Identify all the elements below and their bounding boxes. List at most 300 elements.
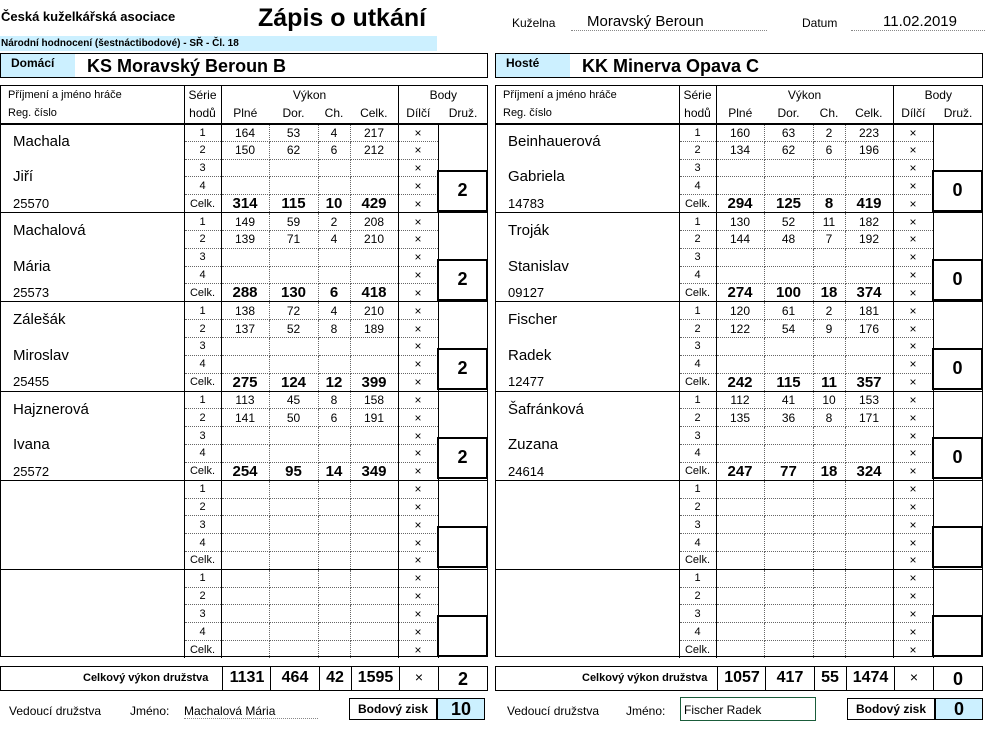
ch-value[interactable] (318, 551, 350, 569)
dor-value[interactable]: 100 (764, 284, 813, 302)
plne-value[interactable] (716, 640, 764, 658)
ch-value[interactable]: 9 (813, 320, 845, 338)
ch-value[interactable]: 6 (318, 409, 350, 427)
celk-value[interactable] (350, 640, 398, 658)
venue-field[interactable]: Moravský Beroun (571, 13, 767, 31)
celk-value[interactable]: 171 (845, 409, 893, 427)
celk-value[interactable] (845, 534, 893, 552)
celk-value[interactable] (350, 516, 398, 534)
dor-value[interactable]: 124 (269, 373, 318, 391)
home-player-3-points[interactable]: 2 (437, 348, 488, 390)
celk-value[interactable]: 399 (350, 373, 398, 391)
plne-value[interactable] (221, 480, 269, 498)
celk-value[interactable]: 192 (845, 230, 893, 248)
ch-value[interactable]: 10 (318, 195, 350, 213)
dor-value[interactable] (764, 177, 813, 195)
plne-value[interactable]: 254 (221, 462, 269, 480)
player-surname[interactable]: Machalová (0, 213, 184, 249)
ch-value[interactable]: 8 (813, 195, 845, 213)
dor-value[interactable] (269, 605, 318, 623)
ch-value[interactable]: 6 (318, 284, 350, 302)
dor-value[interactable]: 45 (269, 391, 318, 409)
ch-value[interactable] (813, 516, 845, 534)
plne-value[interactable]: 160 (716, 124, 764, 142)
player-surname[interactable]: Fischer (495, 302, 679, 338)
player-firstname[interactable]: Gabriela (495, 159, 679, 195)
celk-value[interactable] (845, 551, 893, 569)
plne-value[interactable] (221, 248, 269, 266)
dor-value[interactable] (269, 355, 318, 373)
plne-value[interactable] (716, 337, 764, 355)
dor-value[interactable]: 48 (764, 230, 813, 248)
dor-value[interactable]: 62 (764, 141, 813, 159)
celk-value[interactable] (350, 248, 398, 266)
player-firstname[interactable]: Ivana (0, 427, 184, 463)
celk-value[interactable]: 191 (350, 409, 398, 427)
player-surname[interactable]: Machala (0, 124, 184, 160)
home-player-2-points[interactable]: 2 (437, 259, 488, 301)
plne-value[interactable] (221, 569, 269, 587)
ch-value[interactable] (813, 480, 845, 498)
player-surname[interactable] (0, 480, 184, 516)
celk-value[interactable] (350, 177, 398, 195)
plne-value[interactable]: 242 (716, 373, 764, 391)
player-reg-number[interactable]: 25455 (0, 373, 184, 391)
plne-value[interactable]: 139 (221, 230, 269, 248)
plne-value[interactable]: 288 (221, 284, 269, 302)
dor-value[interactable] (269, 587, 318, 605)
plne-value[interactable] (221, 605, 269, 623)
plne-value[interactable]: 144 (716, 230, 764, 248)
dor-value[interactable] (764, 623, 813, 641)
plne-value[interactable] (221, 444, 269, 462)
dor-value[interactable]: 125 (764, 195, 813, 213)
series-label: 3 (184, 427, 221, 445)
dor-value[interactable] (764, 605, 813, 623)
ch-value[interactable] (318, 587, 350, 605)
ch-value[interactable]: 6 (318, 141, 350, 159)
dor-value[interactable]: 71 (269, 230, 318, 248)
ch-value[interactable]: 10 (813, 391, 845, 409)
player-surname[interactable]: Troják (495, 213, 679, 249)
ch-value[interactable]: 2 (813, 124, 845, 142)
dor-value[interactable] (764, 159, 813, 177)
dor-value[interactable]: 62 (269, 141, 318, 159)
plne-value[interactable]: 113 (221, 391, 269, 409)
celk-value[interactable]: 196 (845, 141, 893, 159)
plne-value[interactable] (716, 498, 764, 516)
celk-value[interactable] (350, 444, 398, 462)
dor-value[interactable]: 63 (764, 124, 813, 142)
ch-value[interactable]: 6 (813, 141, 845, 159)
plne-value[interactable] (716, 266, 764, 284)
player-reg-number[interactable] (495, 551, 679, 569)
celk-value[interactable] (845, 605, 893, 623)
celk-value[interactable]: 418 (350, 284, 398, 302)
celk-value[interactable] (845, 587, 893, 605)
dor-value[interactable] (764, 640, 813, 658)
celk-value[interactable] (845, 159, 893, 177)
plne-value[interactable] (716, 480, 764, 498)
ch-value[interactable]: 8 (813, 409, 845, 427)
celk-value[interactable] (350, 159, 398, 177)
plne-value[interactable] (221, 498, 269, 516)
ch-value[interactable] (318, 498, 350, 516)
guest-player-2-points[interactable]: 0 (932, 259, 983, 301)
celk-value[interactable] (350, 551, 398, 569)
plne-value[interactable]: 130 (716, 213, 764, 231)
celk-value[interactable]: 176 (845, 320, 893, 338)
player-reg-number[interactable]: 25573 (0, 284, 184, 302)
player-reg-number[interactable]: 24614 (495, 462, 679, 480)
dor-value[interactable] (269, 498, 318, 516)
guest-leader-name[interactable]: Fischer Radek (680, 697, 816, 721)
plne-value[interactable] (221, 427, 269, 445)
ch-value[interactable] (318, 248, 350, 266)
dor-value[interactable]: 50 (269, 409, 318, 427)
ch-value[interactable] (318, 623, 350, 641)
plne-value[interactable] (221, 623, 269, 641)
dor-value[interactable] (764, 266, 813, 284)
dor-value[interactable] (764, 587, 813, 605)
plne-value[interactable]: 134 (716, 141, 764, 159)
ch-value[interactable] (318, 427, 350, 445)
dor-value[interactable] (269, 177, 318, 195)
ch-value[interactable] (318, 569, 350, 587)
player-firstname[interactable] (495, 516, 679, 552)
dor-value[interactable]: 59 (269, 213, 318, 231)
ch-value[interactable] (813, 355, 845, 373)
player-surname[interactable]: Beinhauerová (495, 124, 679, 160)
dor-value[interactable] (764, 569, 813, 587)
dor-value[interactable]: 72 (269, 302, 318, 320)
dor-value[interactable] (269, 266, 318, 284)
celk-value[interactable] (845, 569, 893, 587)
celk-value[interactable]: 208 (350, 213, 398, 231)
dor-value[interactable] (764, 427, 813, 445)
date-field[interactable]: 11.02.2019 (851, 13, 985, 31)
ch-value[interactable] (318, 640, 350, 658)
celk-value[interactable]: 182 (845, 213, 893, 231)
ch-value[interactable]: 18 (813, 284, 845, 302)
dor-value[interactable] (764, 444, 813, 462)
celk-value[interactable] (350, 534, 398, 552)
player-reg-number[interactable] (495, 640, 679, 658)
ch-value[interactable] (318, 444, 350, 462)
dor-value[interactable]: 95 (269, 462, 318, 480)
home-player-1-points[interactable]: 2 (437, 170, 488, 212)
dor-value[interactable] (269, 516, 318, 534)
ch-value[interactable] (813, 587, 845, 605)
ch-value[interactable]: 4 (318, 124, 350, 142)
home-team-name[interactable]: KS Moravský Beroun B (87, 56, 287, 76)
celk-value[interactable]: 429 (350, 195, 398, 213)
celk-value[interactable] (350, 605, 398, 623)
ch-value[interactable]: 2 (813, 302, 845, 320)
ch-value[interactable]: 4 (318, 230, 350, 248)
celk-value[interactable]: 374 (845, 284, 893, 302)
player-reg-number[interactable] (0, 551, 184, 569)
plne-value[interactable] (716, 248, 764, 266)
ch-value[interactable]: 11 (813, 373, 845, 391)
player-reg-number[interactable]: 25572 (0, 462, 184, 480)
guest-player-1-points[interactable]: 0 (932, 170, 983, 212)
celk-value[interactable] (350, 266, 398, 284)
home-player-5-points[interactable] (437, 526, 488, 568)
dor-value[interactable] (764, 516, 813, 534)
celk-value[interactable] (845, 427, 893, 445)
plne-value[interactable]: 120 (716, 302, 764, 320)
ch-value[interactable]: 8 (318, 391, 350, 409)
celk-value[interactable]: 153 (845, 391, 893, 409)
plne-value[interactable] (221, 551, 269, 569)
ch-value[interactable]: 2 (318, 213, 350, 231)
player-firstname[interactable] (0, 516, 184, 552)
celk-value[interactable]: 181 (845, 302, 893, 320)
celk-value[interactable]: 212 (350, 141, 398, 159)
plne-value[interactable]: 150 (221, 141, 269, 159)
dor-value[interactable]: 36 (764, 409, 813, 427)
celk-value[interactable] (845, 498, 893, 516)
dor-value[interactable] (269, 444, 318, 462)
dor-value[interactable]: 61 (764, 302, 813, 320)
plne-value[interactable]: 149 (221, 213, 269, 231)
dor-value[interactable]: 52 (764, 213, 813, 231)
plne-value[interactable]: 137 (221, 320, 269, 338)
player-firstname[interactable] (0, 605, 184, 641)
player-firstname[interactable]: Jiří (0, 159, 184, 195)
player-firstname[interactable]: Miroslav (0, 337, 184, 373)
dor-value[interactable] (269, 640, 318, 658)
dilci-mark: × (398, 587, 438, 605)
dor-value[interactable]: 130 (269, 284, 318, 302)
plne-value[interactable] (221, 177, 269, 195)
player-surname[interactable]: Zálešák (0, 302, 184, 338)
dor-value[interactable]: 115 (764, 373, 813, 391)
celk-value[interactable] (845, 355, 893, 373)
plne-value[interactable]: 274 (716, 284, 764, 302)
plne-value[interactable]: 138 (221, 302, 269, 320)
dor-value[interactable] (764, 498, 813, 516)
celk-value[interactable]: 223 (845, 124, 893, 142)
ch-value[interactable] (318, 159, 350, 177)
plne-value[interactable] (716, 444, 764, 462)
series-label: 1 (184, 302, 221, 320)
plne-value[interactable] (716, 569, 764, 587)
player-firstname[interactable]: Radek (495, 337, 679, 373)
dor-value[interactable] (269, 159, 318, 177)
dor-value[interactable] (269, 337, 318, 355)
celk-value[interactable]: 217 (350, 124, 398, 142)
player-reg-number[interactable]: 09127 (495, 284, 679, 302)
celk-value[interactable] (845, 444, 893, 462)
player-surname[interactable] (0, 569, 184, 605)
player-surname[interactable] (495, 480, 679, 516)
celk-value[interactable]: 324 (845, 462, 893, 480)
celk-value[interactable]: 189 (350, 320, 398, 338)
plne-value[interactable] (221, 337, 269, 355)
plne-value[interactable] (716, 159, 764, 177)
dor-value[interactable] (269, 534, 318, 552)
ch-value[interactable] (813, 266, 845, 284)
ch-value[interactable] (813, 569, 845, 587)
dor-value[interactable] (269, 427, 318, 445)
celk-value[interactable] (350, 480, 398, 498)
dor-value[interactable] (269, 551, 318, 569)
plne-value[interactable] (221, 159, 269, 177)
dor-value[interactable]: 54 (764, 320, 813, 338)
dor-value[interactable] (269, 480, 318, 498)
player-firstname[interactable]: Stanislav (495, 248, 679, 284)
home-leader-name[interactable]: Machalová Mária (184, 704, 318, 719)
ch-value[interactable] (813, 605, 845, 623)
ch-value[interactable] (813, 159, 845, 177)
plne-value[interactable]: 247 (716, 462, 764, 480)
celk-value[interactable]: 357 (845, 373, 893, 391)
organization-name: Česká kuželkářská asociace (1, 9, 176, 24)
ch-value[interactable] (318, 480, 350, 498)
ch-value[interactable]: 8 (318, 320, 350, 338)
ch-value[interactable] (813, 551, 845, 569)
ch-value[interactable] (813, 248, 845, 266)
ch-value[interactable] (813, 337, 845, 355)
celk-value[interactable]: 210 (350, 302, 398, 320)
celk-value[interactable] (845, 516, 893, 534)
celk-value[interactable] (350, 569, 398, 587)
ch-value[interactable] (318, 605, 350, 623)
dor-value[interactable] (269, 569, 318, 587)
guest-player-4-points[interactable]: 0 (932, 437, 983, 479)
player-firstname[interactable] (495, 605, 679, 641)
celk-value[interactable]: 349 (350, 462, 398, 480)
ch-value[interactable] (813, 640, 845, 658)
celk-value[interactable] (350, 337, 398, 355)
celk-value[interactable] (350, 355, 398, 373)
plne-value[interactable]: 314 (221, 195, 269, 213)
plne-value[interactable]: 164 (221, 124, 269, 142)
dor-value[interactable]: 41 (764, 391, 813, 409)
celk-value[interactable] (845, 640, 893, 658)
dor-value[interactable] (269, 623, 318, 641)
ch-value[interactable]: 4 (318, 302, 350, 320)
player-surname[interactable]: Hajznerová (0, 391, 184, 427)
player-reg-number[interactable]: 12477 (495, 373, 679, 391)
ch-value[interactable] (318, 355, 350, 373)
ch-value[interactable] (318, 534, 350, 552)
plne-value[interactable] (221, 516, 269, 534)
celk-value[interactable]: 419 (845, 195, 893, 213)
plne-value[interactable]: 294 (716, 195, 764, 213)
home-player-4-points[interactable]: 2 (437, 437, 488, 479)
celk-value[interactable] (845, 480, 893, 498)
celk-value[interactable] (350, 587, 398, 605)
plne-value[interactable] (716, 623, 764, 641)
plne-value[interactable] (221, 587, 269, 605)
dor-value[interactable] (764, 551, 813, 569)
home-player-6-points[interactable] (437, 615, 488, 657)
plne-value[interactable] (221, 640, 269, 658)
series-label: 1 (679, 124, 716, 142)
plne-value[interactable] (716, 355, 764, 373)
celk-value[interactable] (845, 248, 893, 266)
plne-value[interactable]: 112 (716, 391, 764, 409)
dor-value[interactable] (764, 534, 813, 552)
ch-value[interactable]: 11 (813, 213, 845, 231)
dor-value[interactable] (764, 480, 813, 498)
celk-value[interactable] (845, 337, 893, 355)
ch-value[interactable]: 12 (318, 373, 350, 391)
dor-value[interactable]: 77 (764, 462, 813, 480)
player-reg-number[interactable]: 14783 (495, 195, 679, 213)
guest-team-name[interactable]: KK Minerva Opava C (582, 56, 760, 76)
plne-value[interactable] (716, 516, 764, 534)
celk-value[interactable] (350, 427, 398, 445)
ch-value[interactable] (813, 623, 845, 641)
plne-value[interactable] (716, 534, 764, 552)
ch-value[interactable] (318, 337, 350, 355)
ch-value[interactable]: 18 (813, 462, 845, 480)
plne-value[interactable]: 275 (221, 373, 269, 391)
player-surname[interactable]: Šafránková (495, 391, 679, 427)
plne-value[interactable] (716, 551, 764, 569)
ch-value[interactable] (318, 177, 350, 195)
guest-player-3-points[interactable]: 0 (932, 348, 983, 390)
plne-value[interactable] (716, 177, 764, 195)
ch-value[interactable] (813, 534, 845, 552)
plne-value[interactable] (221, 266, 269, 284)
dor-value[interactable] (269, 248, 318, 266)
home-player-4-row-3 (0, 427, 488, 445)
player-reg-number[interactable]: 25570 (0, 195, 184, 213)
celk-value[interactable] (845, 177, 893, 195)
ch-value[interactable] (813, 498, 845, 516)
dor-value[interactable]: 52 (269, 320, 318, 338)
celk-value[interactable]: 158 (350, 391, 398, 409)
plne-value[interactable] (716, 605, 764, 623)
ch-value[interactable]: 14 (318, 462, 350, 480)
ch-value[interactable] (813, 427, 845, 445)
player-reg-number[interactable] (0, 640, 184, 658)
dor-value[interactable] (764, 248, 813, 266)
dor-value[interactable] (764, 355, 813, 373)
ch-value[interactable] (813, 444, 845, 462)
celk-value[interactable] (350, 498, 398, 516)
plne-value[interactable]: 141 (221, 409, 269, 427)
dor-value[interactable]: 115 (269, 195, 318, 213)
player-surname[interactable] (495, 569, 679, 605)
dor-value[interactable]: 53 (269, 124, 318, 142)
plne-value[interactable]: 122 (716, 320, 764, 338)
celk-value[interactable] (845, 623, 893, 641)
guest-player-5-points[interactable] (932, 526, 983, 568)
player-firstname[interactable]: Mária (0, 248, 184, 284)
plne-value[interactable] (221, 534, 269, 552)
celk-value[interactable]: 210 (350, 230, 398, 248)
plne-value[interactable] (716, 587, 764, 605)
plne-value[interactable]: 135 (716, 409, 764, 427)
ch-value[interactable] (318, 266, 350, 284)
celk-value[interactable] (350, 623, 398, 641)
player-firstname[interactable]: Zuzana (495, 427, 679, 463)
plne-value[interactable] (221, 355, 269, 373)
plne-value[interactable] (716, 427, 764, 445)
ch-value[interactable]: 7 (813, 230, 845, 248)
dor-value[interactable] (764, 337, 813, 355)
ch-value[interactable] (813, 177, 845, 195)
ch-value[interactable] (318, 516, 350, 534)
celk-value[interactable] (845, 266, 893, 284)
guest-player-6-points[interactable] (932, 615, 983, 657)
